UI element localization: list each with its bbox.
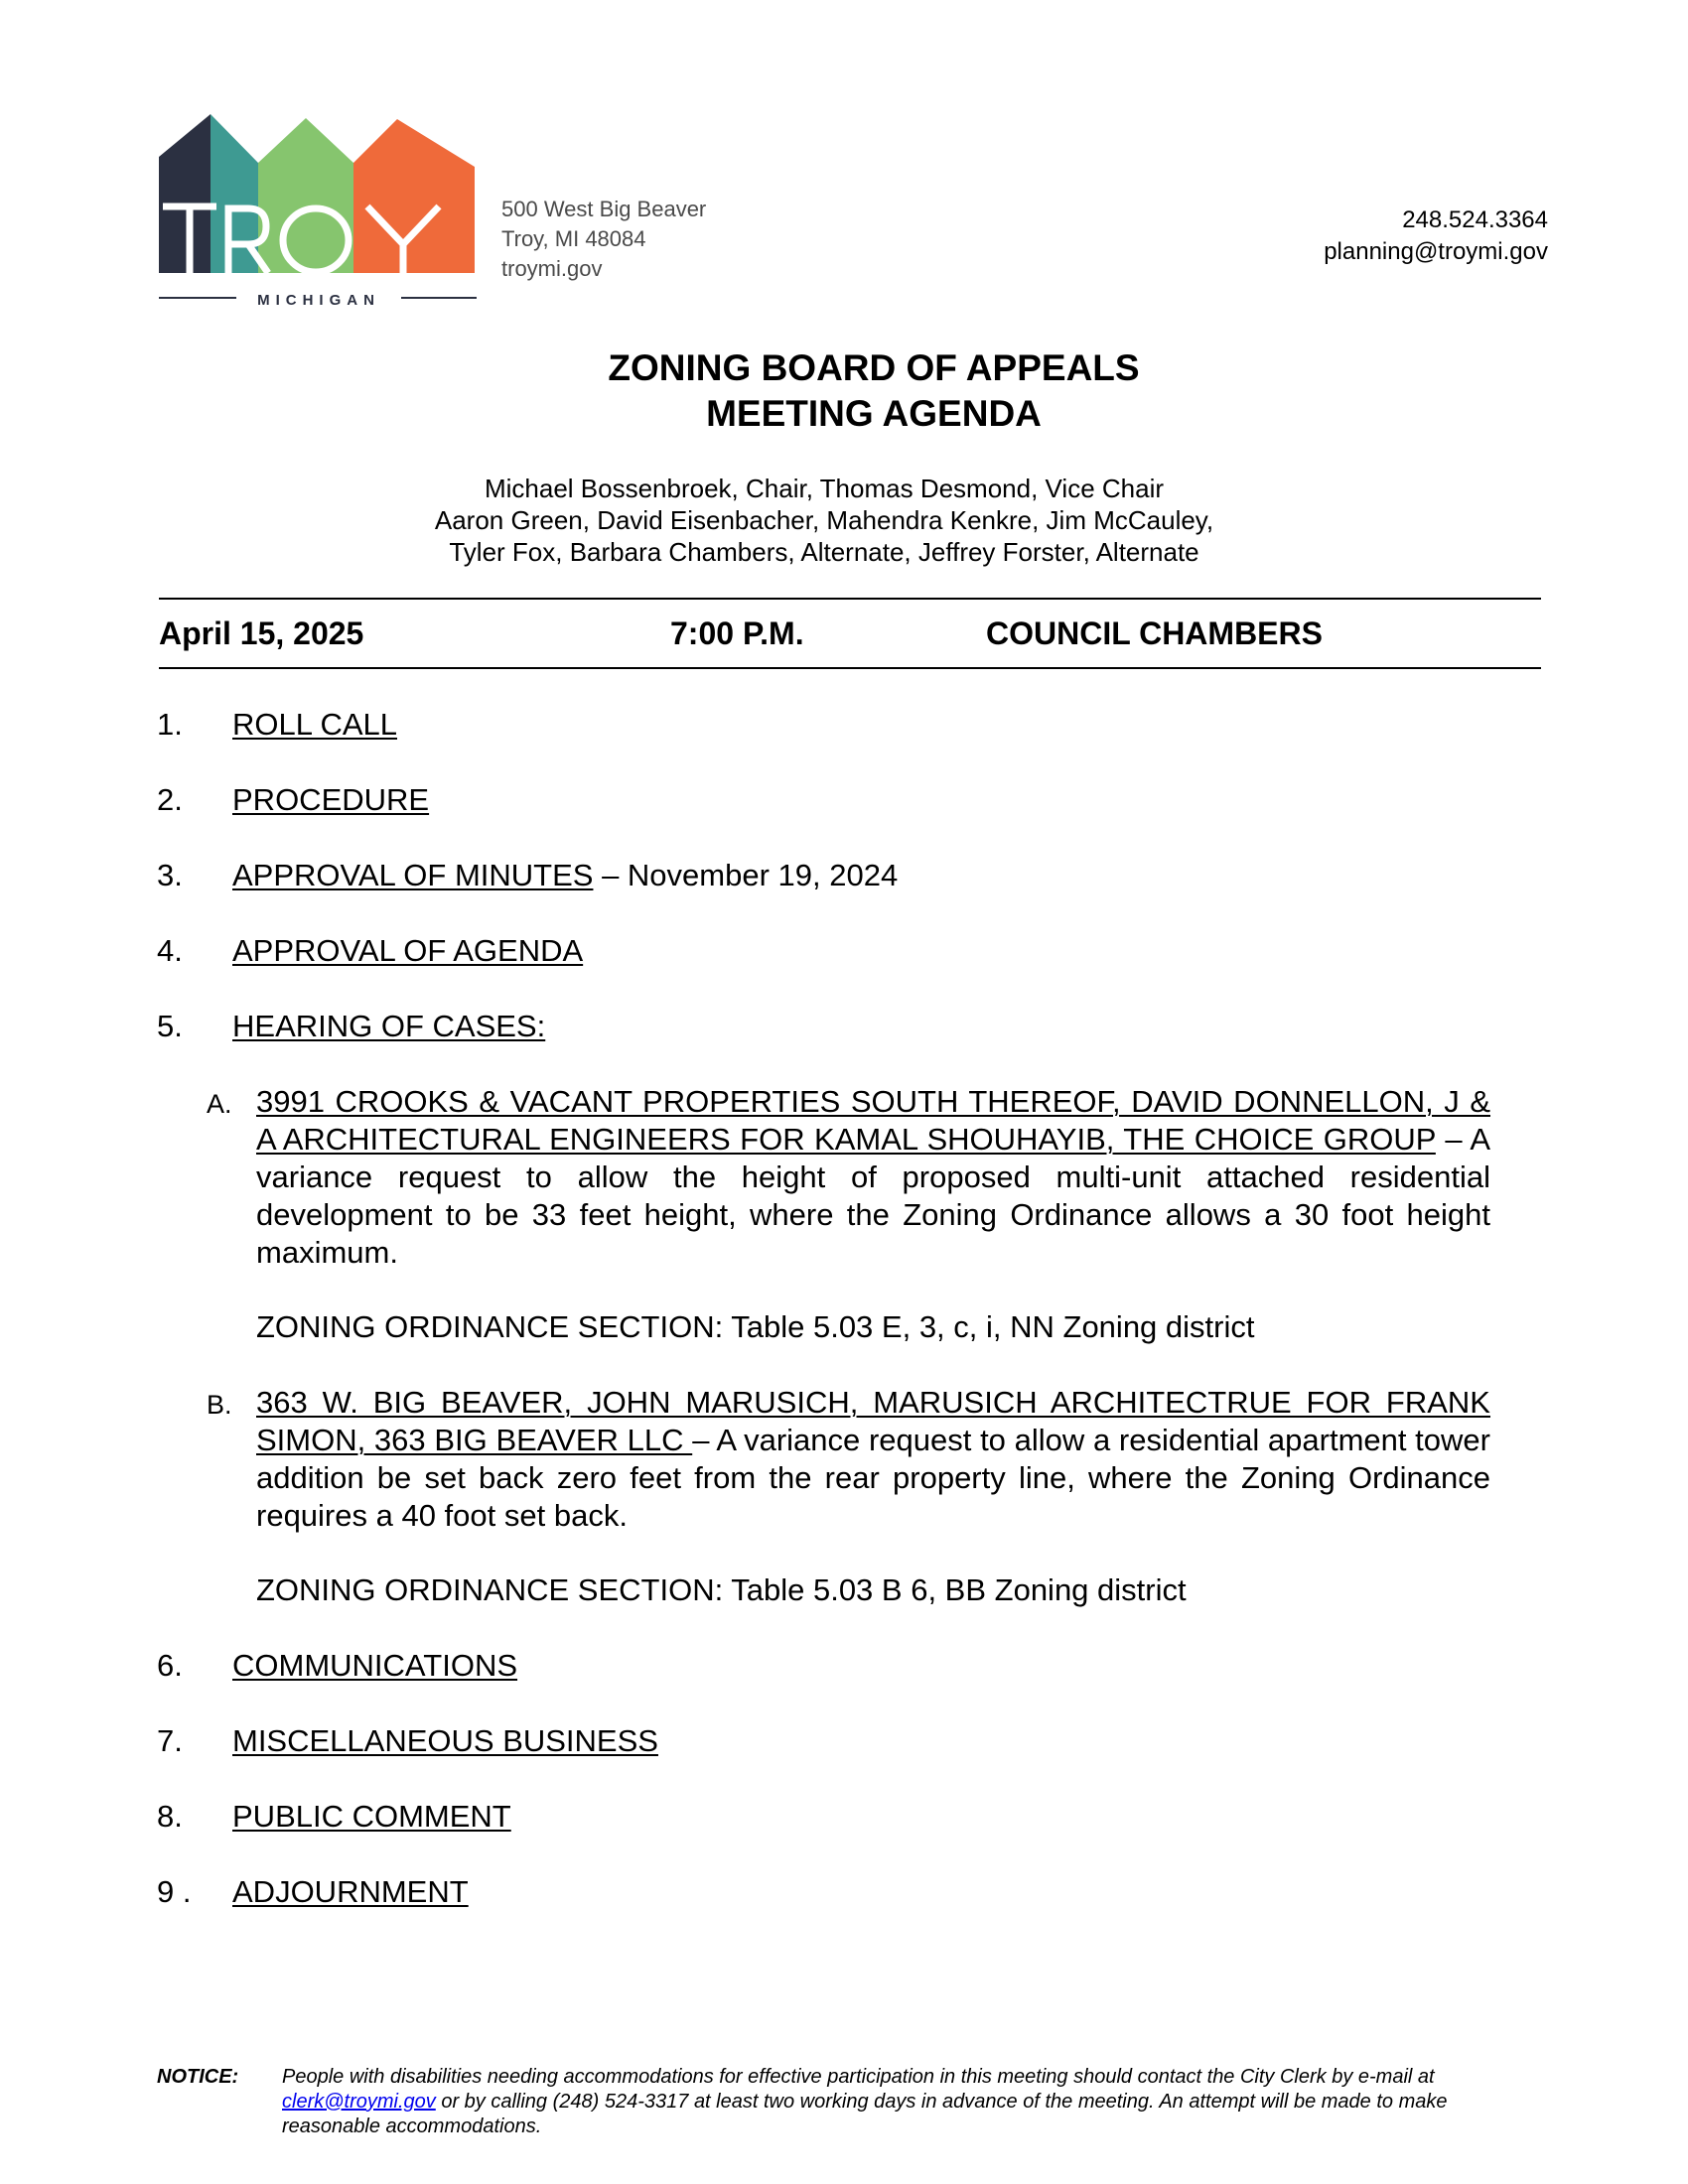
notice-label: NOTICE:	[157, 2066, 239, 2088]
title-line-2: MEETING AGENDA	[706, 393, 1042, 434]
agenda-item-label: PROCEDURE	[232, 782, 430, 817]
case-description: – A variance request to allow the height of proposed multi-unit attached residential development to be 33 feet height, where the Zoning Ordinance allows a 30 foot height maximum.	[256, 1122, 1491, 1270]
members-line: Michael Bossenbroek, Chair, Thomas Desmond, Vice Chair	[484, 474, 1165, 503]
members-line: Tyler Fox, Barbara Chambers, Alternate, Jeffrey Forster, Alternate	[449, 537, 1199, 567]
agenda-item-number: 4.	[157, 933, 183, 968]
contact-phone: 248.524.3364	[1402, 206, 1548, 233]
agenda-item-adjournment	[157, 1873, 469, 1911]
agenda-item-label: APPROVAL OF MINUTES	[232, 858, 594, 892]
clerk-email-link[interactable]: clerk@troymi.gov	[282, 2091, 436, 2113]
troy-logo	[159, 111, 477, 310]
meeting-date: April 15, 2025	[159, 615, 364, 651]
case-body	[256, 1384, 1490, 1535]
logo-wordmark-state: MICHIGAN	[257, 292, 380, 309]
case-description: – A variance request to allow a residential apartment tower addition be set back zero feet from the rear property line, where the Zoning Ordinance requires a 40 foot set back.	[256, 1423, 1490, 1533]
agenda-item-number: 1.	[157, 707, 183, 742]
accessibility-notice	[157, 2065, 1497, 2139]
notice-text-before: People with disabilities needing accommodations for effective participation in this meeting should contact the City Clerk by e-mail at	[282, 2066, 1435, 2088]
agenda-item-approval-of-agenda	[157, 932, 583, 970]
divider-bottom	[159, 667, 1541, 669]
notice-text-after: or by calling (248) 524-3317 at least two working days in advance of the meeting. An attempt will be made to make reasonable accommodations.	[282, 2091, 1448, 2137]
case-body	[256, 1083, 1490, 1272]
agenda-item-label: MISCELLANEOUS BUSINESS	[232, 1723, 658, 1758]
agenda-item-number: 7.	[157, 1723, 183, 1758]
address-street: 500 West Big Beaver	[501, 197, 707, 221]
agenda-item-number: 3.	[157, 858, 183, 892]
agenda-item-approval-of-minutes	[157, 857, 898, 894]
case-b-ordinance-section: ZONING ORDINANCE SECTION: Table 5.03 B 6, BB Zoning district	[256, 1572, 1187, 1607]
agenda-item-roll-call	[157, 706, 397, 744]
agenda-item-procedure	[157, 781, 429, 819]
case-b	[207, 1384, 1490, 1535]
agenda-item-number: 9 .	[157, 1874, 192, 1909]
logo-house-1	[159, 114, 211, 273]
agenda-item-hearing-of-cases	[157, 1008, 545, 1045]
case-a	[207, 1083, 1490, 1272]
contact-block	[1324, 205, 1548, 268]
case-a-ordinance-section: ZONING ORDINANCE SECTION: Table 5.03 E, 3, c, i, NN Zoning district	[256, 1309, 1255, 1344]
case-title: 363 W. BIG BEAVER, JOHN MARUSICH, MARUSICH ARCHITECTRUE FOR FRANK SIMON, 363 BIG BEAVER LLC	[256, 1385, 1490, 1457]
agenda-item-label: APPROVAL OF AGENDA	[232, 933, 584, 968]
divider-top	[159, 598, 1541, 600]
members-line: Aaron Green, David Eisenbacher, Mahendra Kenkre, Jim McCauley,	[434, 505, 1214, 535]
agenda-item-miscellaneous-business	[157, 1722, 658, 1760]
agenda-item-label: PUBLIC COMMENT	[232, 1799, 511, 1834]
agenda-item-suffix: – November 19, 2024	[593, 858, 899, 892]
logo-house-4	[353, 119, 475, 273]
agenda-item-communications	[157, 1647, 517, 1685]
agenda-item-number: 6.	[157, 1648, 183, 1683]
document-title	[0, 345, 1688, 437]
address-block	[501, 195, 706, 284]
case-title: 3991 CROOKS & VACANT PROPERTIES SOUTH THEREOF, DAVID DONNELLON, J & A ARCHITECTURAL ENGINEERS FOR KAMAL SHOUHAYIB, THE CHOICE GROUP	[256, 1084, 1490, 1157]
agenda-item-number: 5.	[157, 1009, 183, 1043]
notice-text	[282, 2065, 1497, 2139]
logo-house-3	[258, 118, 353, 273]
case-letter: A.	[207, 1089, 232, 1119]
title-line-1: ZONING BOARD OF APPEALS	[608, 347, 1140, 388]
contact-email: planning@troymi.gov	[1324, 238, 1548, 265]
board-members	[0, 473, 1648, 568]
address-city: Troy, MI 48084	[501, 226, 646, 251]
agenda-item-label: COMMUNICATIONS	[232, 1648, 518, 1683]
agenda-item-label: ADJOURNMENT	[232, 1874, 469, 1909]
agenda-item-public-comment	[157, 1798, 511, 1836]
case-letter: B.	[207, 1390, 232, 1420]
address-website: troymi.gov	[501, 256, 603, 281]
agenda-item-label: ROLL CALL	[232, 707, 397, 742]
agenda-item-number: 2.	[157, 782, 183, 817]
agenda-item-label: HEARING OF CASES:	[232, 1009, 546, 1043]
agenda-item-number: 8.	[157, 1799, 183, 1834]
meeting-time: 7:00 P.M.	[670, 615, 804, 651]
meeting-location: COUNCIL CHAMBERS	[986, 615, 1323, 651]
